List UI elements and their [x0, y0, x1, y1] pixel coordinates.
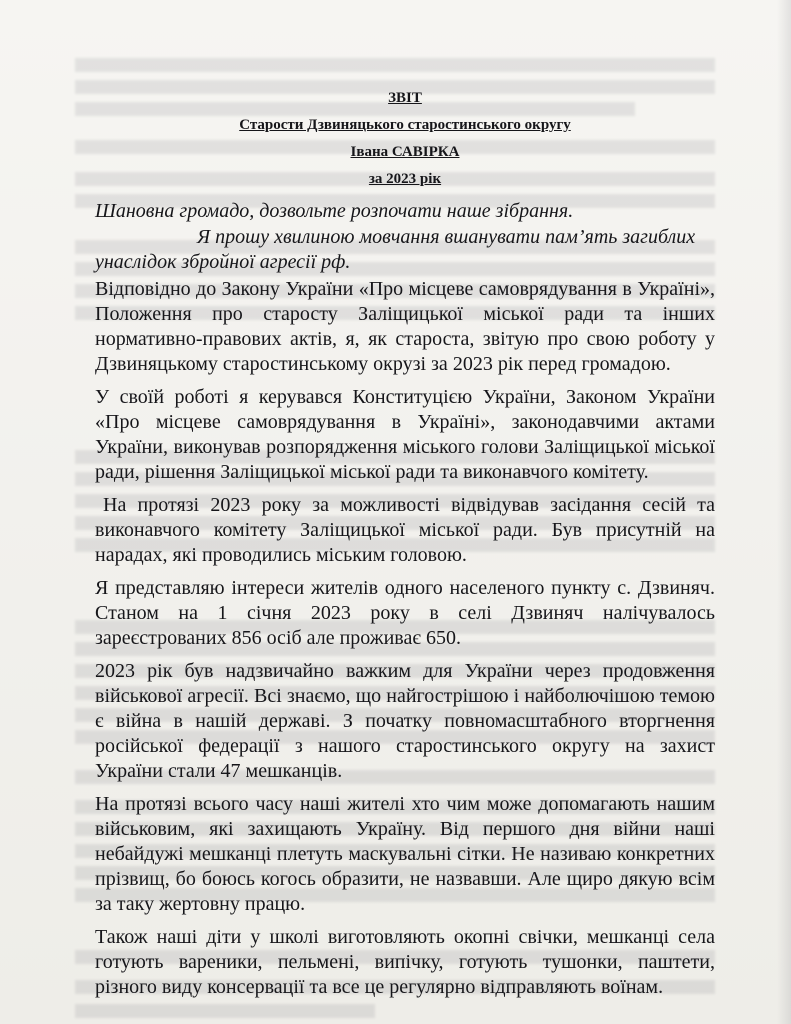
paragraph-support: На протязі всього часу наші жителі хто чим може допомагають нашим військовим, які захищають Україну. Від першого дня війни наші небайдужі мешканці плетуть маскувальні сітки. Не називаю конкретних прізвищ, бо боюсь когось образити, не назвавши. Але щиро дякую всім за таку жертовну працю.: [95, 793, 715, 915]
report-subtitle: Старости Дзвиняцького старостинського округу: [239, 117, 571, 133]
page-edge-shadow: [777, 0, 791, 1024]
report-year: за 2023 рік: [368, 171, 442, 187]
moment-of-silence: Я прошу хвилиною мовчання вшанувати пам’ять загиблих унаслідок збройної агресії рф.: [95, 226, 696, 273]
paragraph-legal-basis: Відповідно до Закону України «Про місцеве самоврядування в Україні», Положення про старосту Заліщицької міської ради та інших нормативно-правових актів, я, як староста, звітую про свою роботу у Дзвиняцькому старостинському окрузі за 2023 рік перед громадою.: [95, 278, 715, 375]
paragraph-war: 2023 рік був надзвичайно важким для України через продовження військової агресії. Всі знаємо, що найгострішою і найболючішою темою є війна в нашій державі. З початку повномасштабного вторгнення російської федерації з нашого старостинського округу на захист України стали 47 мешканців.: [95, 660, 715, 782]
paragraph-children-help: Також наші діти у школі виготовляють окопні свічки, мешканці села готують вареники, пельмені, випічку, готують тушонки, паштети, різного виду консервації та все це регулярно відправляють воїнам.: [95, 926, 715, 998]
paragraph-population: Я представляю інтереси жителів одного населеного пункту с. Дзвиняч. Станом на 1 січня 2023 року в селі Дзвиняч налічувалось зареєстрованих 856 осіб але проживає 650.: [95, 577, 715, 649]
paragraph-guidance: У своїй роботі я керувався Конституцією України, Законом України «Про місцеве самоврядування в Україні», законодавчими актами України, виконував розпорядження міського голови Заліщицької міської ради, рішення Заліщицької міської ради та виконавчого комітету.: [95, 386, 715, 483]
paragraph-sessions: На протязі 2023 року за можливості відвідував засідання сесій та виконавчого комітету Заліщицької міської ради. Був присутній на нарадах, які проводились міським головою.: [95, 494, 715, 566]
report-content: [95, 85, 715, 1008]
report-author: Івана САВІРКА: [350, 144, 460, 160]
greeting: Шановна громадо, дозвольте розпочати наше зібрання.: [95, 200, 574, 222]
report-title: ЗВІТ: [388, 90, 422, 106]
